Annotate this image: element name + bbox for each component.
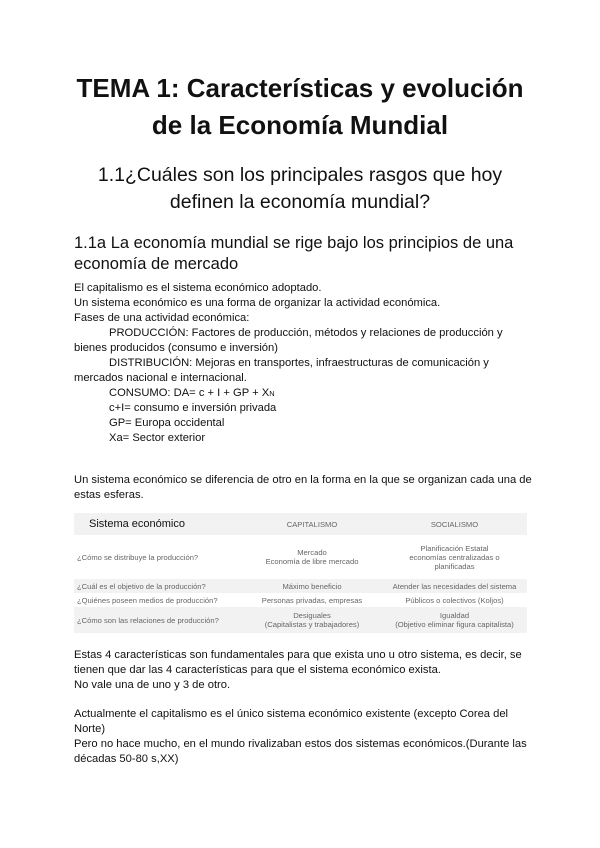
cell-line: Mercado bbox=[297, 548, 327, 557]
table-row bbox=[74, 607, 527, 633]
table-row bbox=[74, 535, 527, 579]
paragraph-line: Un sistema económico se diferencia de otro en la forma en la que se organizan cada una de bbox=[74, 474, 532, 486]
row-question: ¿Cuál es el objetivo de la producción? bbox=[74, 579, 242, 593]
paragraph-line: Actualmente el capitalismo es el único sistema económico existente (excepto Corea del bbox=[74, 708, 509, 720]
title-line-1: TEMA 1: Características y evolución bbox=[76, 73, 524, 103]
header-capitalismo: CAPITALISMO bbox=[242, 513, 382, 535]
paragraph-4 bbox=[74, 707, 544, 767]
comparison-table bbox=[74, 513, 527, 633]
cell-capitalismo: Personas privadas, empresas bbox=[242, 593, 382, 607]
section-line-2: economía de mercado bbox=[74, 255, 239, 273]
cell-line: Economía de libre mercado bbox=[265, 557, 359, 566]
cell-socialismo: Públicos o colectivos (Koljos) bbox=[382, 593, 527, 607]
cell-line: (Objetivo eliminar figura capitalista) bbox=[395, 620, 514, 629]
table-row bbox=[74, 593, 527, 607]
table-row bbox=[74, 579, 527, 593]
page-title bbox=[40, 70, 560, 144]
cell-capitalismo bbox=[242, 607, 382, 633]
intro-line: PRODUCCIÓN: Factores de producción, métodos y relaciones de producción y bbox=[109, 327, 503, 339]
header-socialismo: SOCIALISMO bbox=[382, 513, 527, 535]
paragraph-line: décadas 50-80 s,XX) bbox=[74, 753, 179, 765]
paragraph-line: tienen que dar las 4 características para que el sistema económico exista. bbox=[74, 664, 441, 676]
intro-line: Xa= Sector exterior bbox=[109, 432, 206, 444]
row-question: ¿Cómo son las relaciones de producción? bbox=[74, 607, 242, 633]
cell-line: planificadas bbox=[434, 561, 475, 571]
section-heading bbox=[74, 233, 544, 275]
intro-line: c+I= consumo e inversión privada bbox=[109, 402, 277, 414]
paragraph-line: estas esferas. bbox=[74, 489, 144, 501]
intro-line: mercados nacional e internacional. bbox=[74, 372, 247, 384]
subtitle-line-2: definen la economía mundial? bbox=[169, 191, 431, 213]
intro-line: El capitalismo es el sistema económico adoptado. bbox=[74, 282, 322, 294]
header-sistema: Sistema económico bbox=[74, 513, 242, 535]
paragraph-line: No vale una de uno y 3 de otro. bbox=[74, 679, 231, 691]
cell-socialismo bbox=[382, 607, 527, 633]
cell-capitalismo bbox=[242, 535, 382, 579]
cell-line: Igualdad bbox=[439, 611, 470, 620]
consumo-subscript: N bbox=[269, 389, 275, 398]
row-question: ¿Cómo se distribuye la producción? bbox=[74, 535, 242, 579]
consumo-text: CONSUMO: DA= c + I + GP + X bbox=[109, 387, 270, 399]
intro-line: DISTRIBUCIÓN: Mejoras en transportes, infraestructuras de comunicación y bbox=[109, 357, 489, 369]
paragraph-line: Norte) bbox=[74, 723, 106, 735]
title-line-2: de la Economía Mundial bbox=[151, 110, 449, 140]
paragraph-line: Pero no hace mucho, en el mundo rivalizaban estos dos sistemas económicos.(Durante las bbox=[74, 738, 527, 750]
consumo-formula bbox=[74, 386, 544, 401]
intro-line: GP= Europa occidental bbox=[109, 417, 225, 429]
cell-line: Desiguales bbox=[293, 611, 331, 620]
paragraph-line: Estas 4 características son fundamentales para que exista uno u otro sistema, es decir, se bbox=[74, 649, 522, 661]
intro-line: bienes producidos (consumo e inversión) bbox=[74, 342, 278, 354]
cell-capitalismo: Máximo beneficio bbox=[242, 579, 382, 593]
section-line-1: 1.1a La economía mundial se rige bajo los principios de una bbox=[74, 234, 514, 252]
subtitle bbox=[40, 162, 560, 216]
row-question: ¿Quiénes poseen medios de producción? bbox=[74, 593, 242, 607]
subtitle-line-1: 1.1¿Cuáles son los principales rasgos que hoy bbox=[97, 164, 503, 186]
paragraph-3 bbox=[74, 648, 544, 693]
cell-socialismo: Atender las necesidades del sistema bbox=[382, 579, 527, 593]
intro-line: Fases de una actividad económica: bbox=[74, 312, 250, 324]
cell-line: Planificación Estatal bbox=[420, 543, 489, 553]
intro-block bbox=[74, 281, 544, 446]
table-header-row bbox=[74, 513, 527, 535]
intro-line: Un sistema económico es una forma de organizar la actividad económica. bbox=[74, 297, 441, 309]
paragraph-2 bbox=[74, 473, 544, 503]
cell-socialismo bbox=[382, 535, 527, 579]
cell-line: economías centralizadas o bbox=[409, 552, 500, 562]
cell-line: (Capitalistas y trabajadores) bbox=[264, 620, 360, 629]
comparison-table-wrap bbox=[74, 513, 527, 633]
